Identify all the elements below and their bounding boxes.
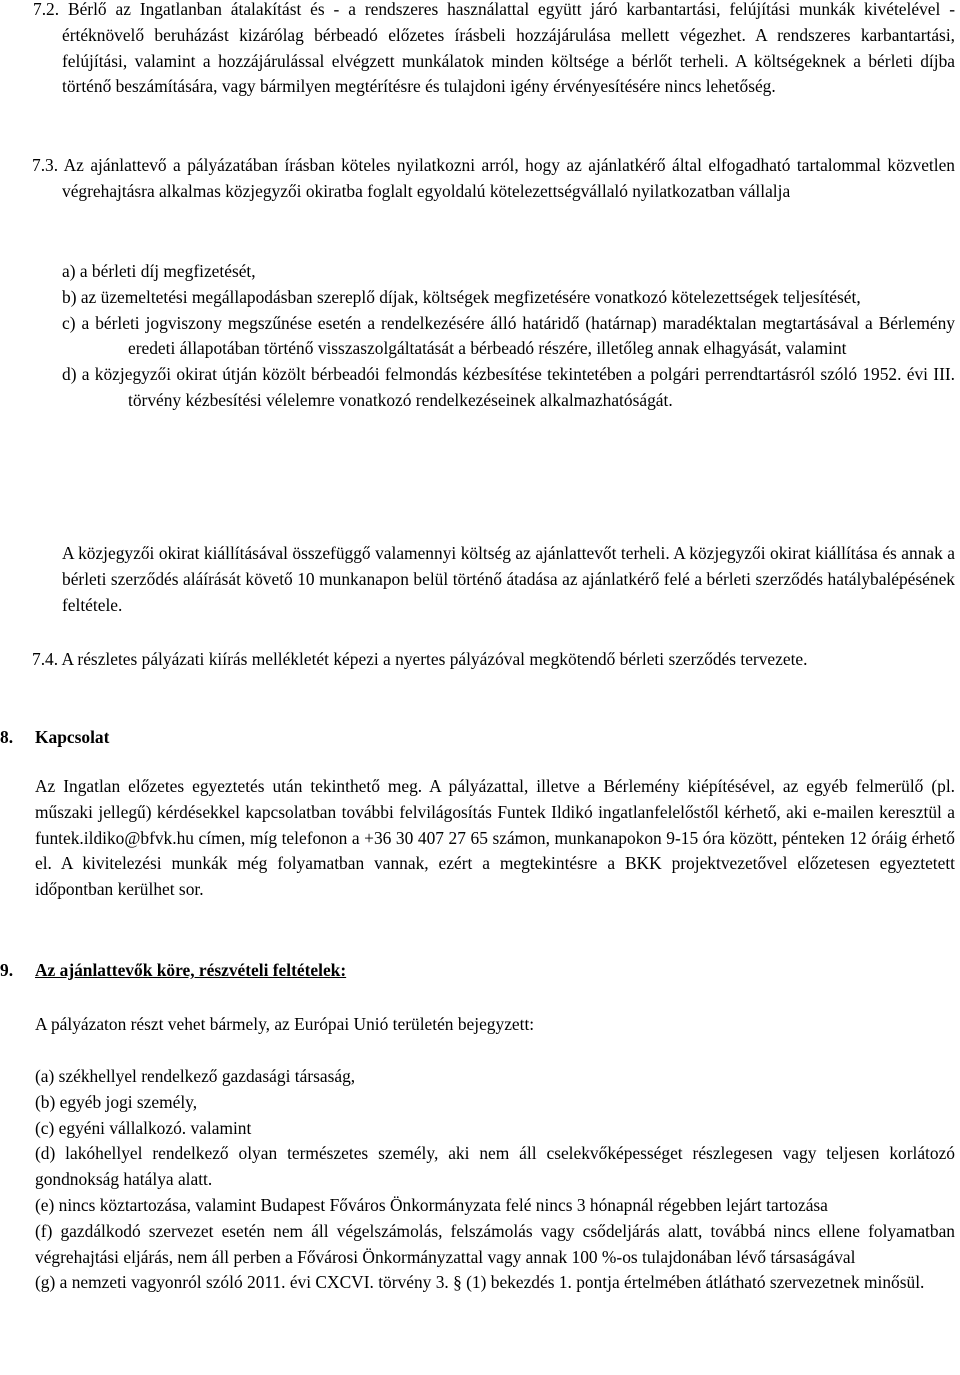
list-item: (c) egyéni vállalkozó. valamint (35, 1117, 252, 1138)
list-item: b) az üzemeltetési megállapodásban szereplő díjak, költségek megfizetésére vonatkozó kötelezettségek teljesítését, (62, 286, 861, 307)
section-9-heading (0, 958, 346, 984)
section-8-body: Az Ingatlan előzetes egyeztetés után tekinthető meg. A pályázattal, illetve a Bérlemény kiépítésével, az egyéb felmerülő (pl. műszaki jellegű) kérdésekkel kapcsolatban további felvilágosítás Funtek Ildikó ingatlanfelelőstől kérhető, aki e-mailen keresztül a funtek.ildiko@bfvk.hu címen, míg telefonon a +36 30 407 27 65 számon, munkanapokon 9-15 óra között, pénteken 12 óráig érhető el. A kivitelezési munkák még folyamatban vannak, ezért a megtekintésre a BKK projektvezetővel előzetesen egyeztetett időpontban kerülhet sor. (35, 776, 955, 900)
list-item: c) a bérleti jogviszony megszűnése esetén a rendelkezésére álló határidő (határnap) maradéktalan megtartásával a Bérlemény eredeti állapotában történő visszaszolgáltatását a bérbeadó részére, illetőleg annak elhagyását, valamint (62, 312, 955, 359)
section-7-3-closing: A közjegyzői okirat kiállításával összefüggő valamennyi költség az ajánlattevőt terheli. A közjegyzői okirat kiállítása és annak a bérleti szerződés aláírását követő 10 munkanapon belül történő átadása az ajánlatkérő felé a bérleti szerződés hatálybalépésének feltétele. (62, 543, 955, 615)
section-7-2-paragraph: 7.2. Bérlő az Ingatlanban átalakítást és - a rendszeres használattal együtt járó karbantartási, felújítási munkák kivételével - értéknövelő beruházást kizárólag bérbeadó előzetes írásbeli hozzájárulása mellett végezhet. A rendszeres karbantartási, felújítási, valamint a hozzájárulással elvégzett munkálatok minden költsége a bérlőt terheli. A költségeknek a bérleti díjba történő beszámítására, vagy bármilyen megtérítésre és tulajdoni igény érvényesítésére nincs lehetőség. (33, 0, 955, 97)
section-title: Az ajánlattevők köre, részvételi feltételek: (35, 960, 347, 980)
list-item: (a) székhellyel rendelkező gazdasági társaság, (35, 1066, 356, 1086)
list-item: (b) egyéb jogi személy, (35, 1091, 198, 1112)
list-item: (d) lakóhellyel rendelkező olyan természetes személy, aki nem áll cselekvőképességet részlegesen vagy teljesen korlátozó gondnokság hatálya alatt. (35, 1143, 955, 1190)
list-item: (f) gazdálkodó szervezet esetén nem áll végelszámolás, felszámolás vagy csődeljárás alatt, továbbá nincs ellene folyamatban végrehajtási eljárás, nem áll perben a Fővárosi Önkormányzattal vagy annak 100 %-os tulajdonában lévő társaságával (35, 1220, 955, 1267)
section-number: 8. (0, 727, 14, 747)
list-item: (g) a nemzeti vagyonról szóló 2011. évi CXCVI. törvény 3. § (1) bekezdés 1. pontja értelmében átlátható szervezetnek minősül. (35, 1272, 925, 1293)
section-7-4-paragraph: 7.4. A részletes pályázati kiírás mellékletét képezi a nyertes pályázóval megkötendő bérleti szerződés tervezete. (32, 649, 808, 669)
section-title: Kapcsolat (35, 727, 110, 747)
section-9-list (35, 1064, 955, 1296)
list-item: d) a közjegyzői okirat útján közölt bérbeadói felmondás kézbesítése tekintetében a polgári perrendtartásról szóló 1952. évi III. törvény kézbesítési vélelemre vonatkozó rendelkezéseinek alkalmazhatóságát. (62, 364, 955, 410)
section-7-3-list (62, 259, 955, 414)
section-7-3-intro: 7.3. Az ajánlattevő a pályázatában írásban köteles nyilatkozni arról, hogy az ajánlatkérő által elfogadható tartalommal közvetlen végrehajtásra alkalmas közjegyzői okiratba foglalt egyoldalú kötelezettségvállaló nyilatkozatban vállalja (32, 155, 955, 201)
section-9-intro: A pályázaton részt vehet bármely, az Európai Unió területén bejegyzett: (35, 1014, 535, 1034)
section-8-heading (0, 725, 109, 751)
list-item: (e) nincs köztartozása, valamint Budapest Főváros Önkormányzata felé nincs 3 hónapnál régebben lejárt tartozása (35, 1194, 828, 1215)
section-number: 9. (0, 960, 14, 980)
list-item: a) a bérleti díj megfizetését, (62, 261, 256, 281)
